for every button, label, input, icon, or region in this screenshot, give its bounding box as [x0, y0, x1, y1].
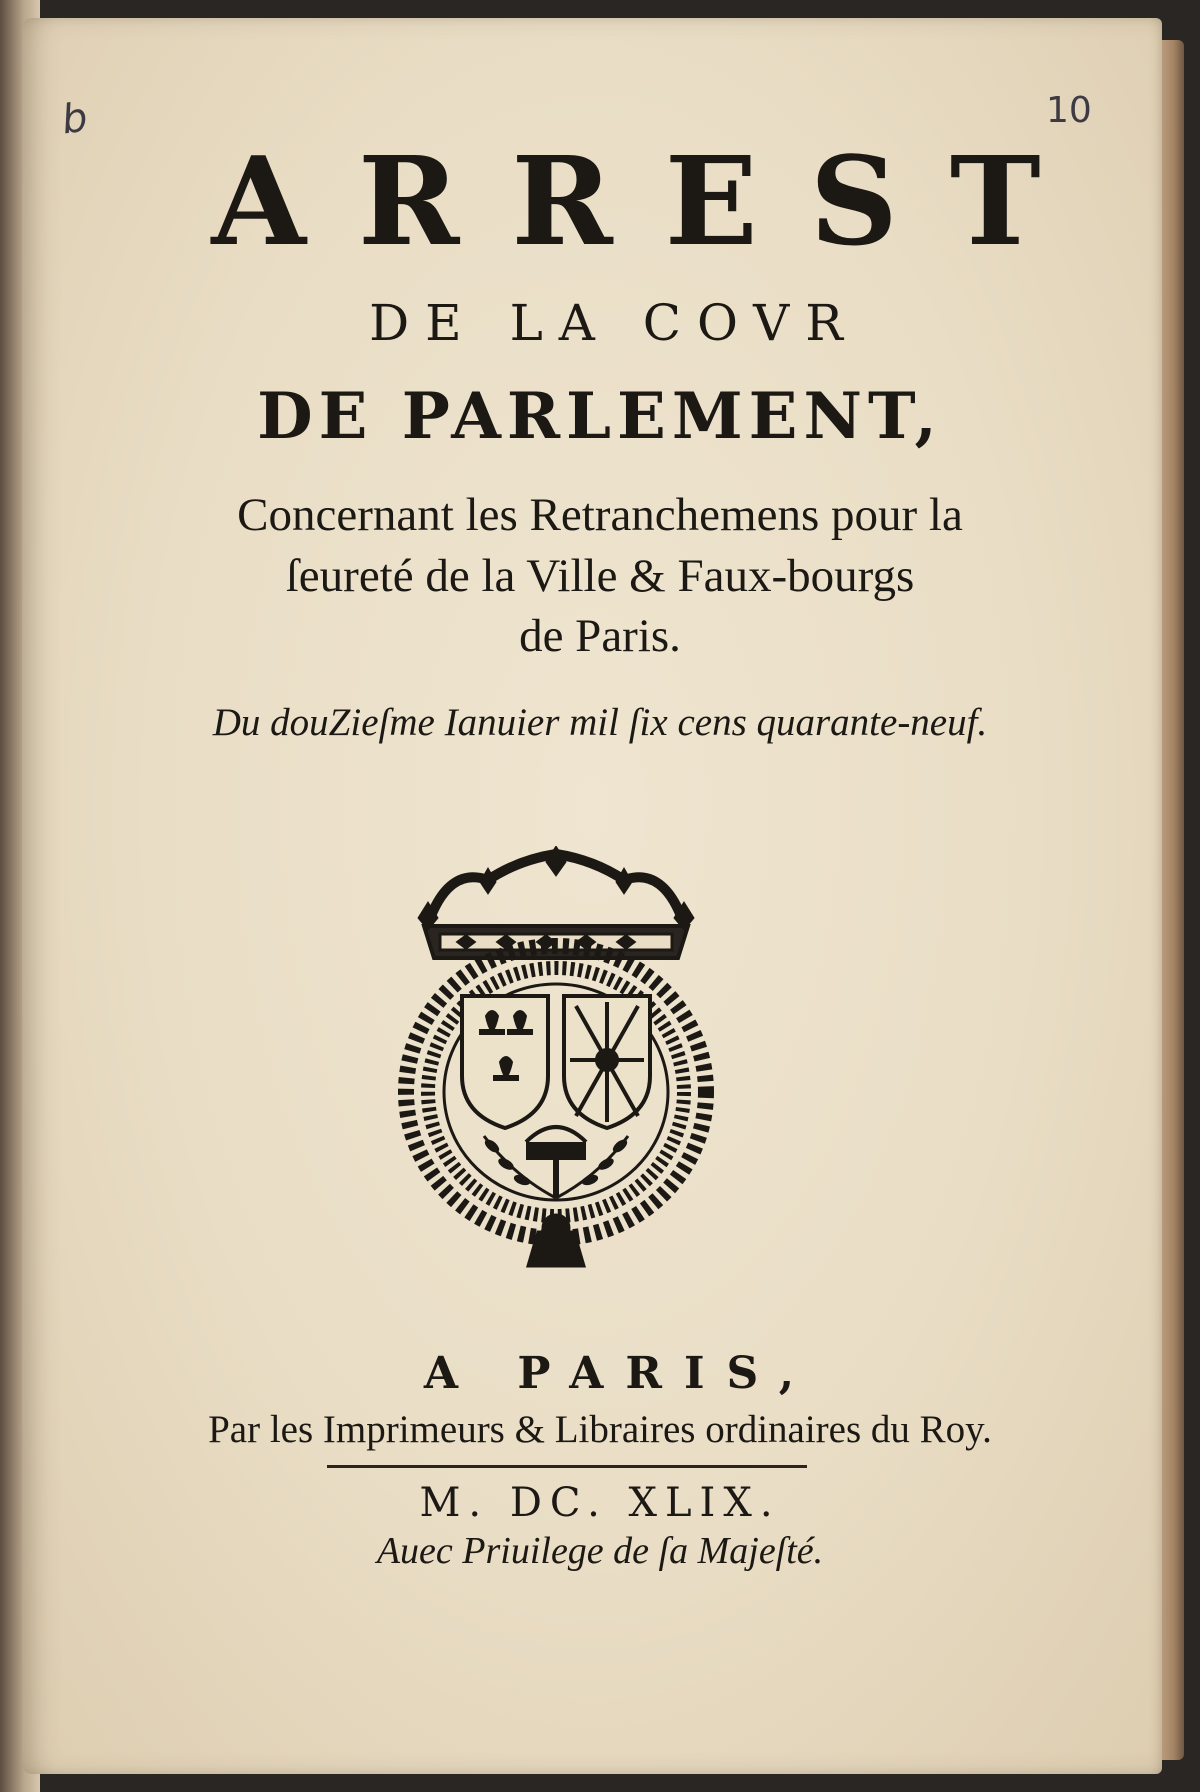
subject-line-1: Concernant les Retranchemens pour la: [237, 489, 963, 541]
folio-number: 10: [1046, 90, 1092, 131]
imprint-place: A PARIS,: [423, 1348, 817, 1399]
title-de-parlement: DE PARLEMENT,: [257, 379, 943, 454]
royal-arms-emblem: [388, 846, 724, 1276]
handwritten-mark: b: [58, 94, 91, 144]
title-arrest: ARREST: [211, 129, 1093, 273]
pendant-icon: [528, 1214, 584, 1266]
date-line: Du douZieſme Ianuier mil ſix cens quarante-neuf.: [212, 701, 988, 744]
imprint-privilege: Auec Priuilege de ſa Majeſté.: [376, 1530, 824, 1572]
title-de-la-cour: DE LA COVR: [369, 294, 859, 352]
subject-line-2: ſeureté de la Ville & Faux-bourgs: [285, 550, 915, 602]
imprint-printer: Par les Imprimeurs & Libraires ordinaires du Roy.: [208, 1408, 992, 1451]
imprint-year: M. DC. XLIX.: [419, 1480, 781, 1526]
imprint-divider: [327, 1465, 807, 1468]
subject-line-3: de Paris.: [519, 610, 681, 662]
